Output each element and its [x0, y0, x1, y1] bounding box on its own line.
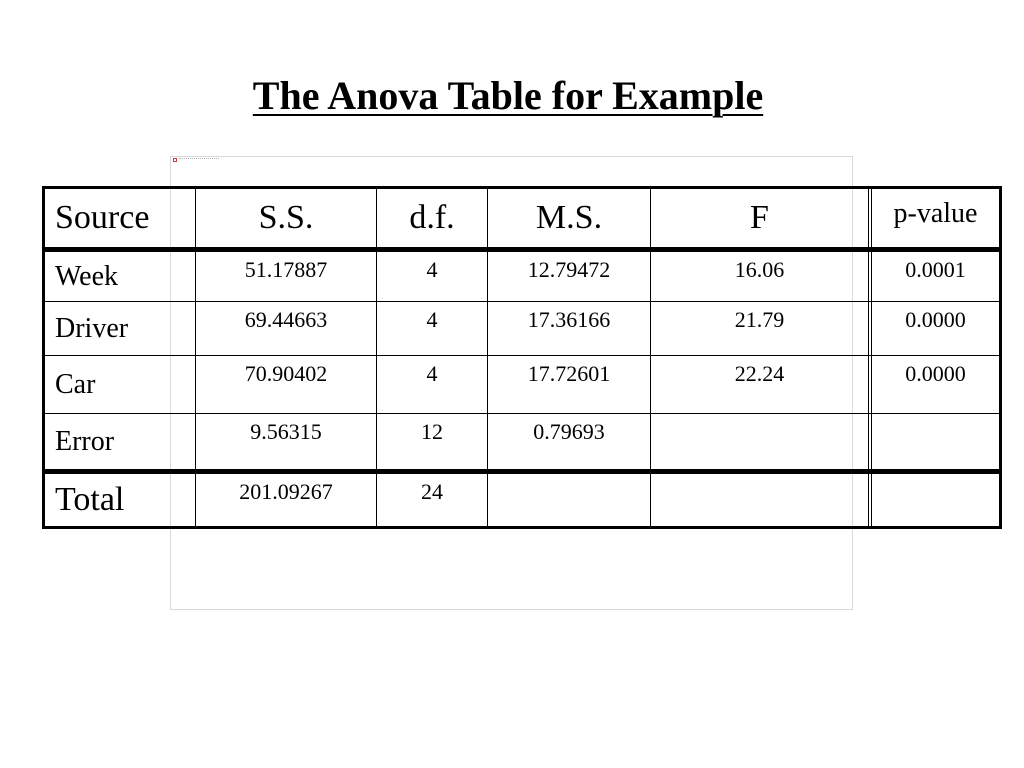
cell-ms: [488, 472, 651, 528]
cell-f: 22.24: [651, 356, 869, 414]
cell-df: 4: [377, 302, 488, 356]
cell-ms: 17.72601: [488, 356, 651, 414]
embedded-object-icon: [173, 158, 177, 162]
cell-ms: 0.79693: [488, 414, 651, 472]
cell-ss: 69.44663: [196, 302, 377, 356]
row-source: Car: [44, 356, 196, 414]
table-total-row: [44, 472, 1001, 528]
cell-f: 21.79: [651, 302, 869, 356]
cell-ms: 12.79472: [488, 250, 651, 302]
cell-p-value: [872, 472, 1001, 528]
table-row: [44, 356, 1001, 414]
cell-p-value: 0.0001: [872, 250, 1001, 302]
header-ms: M.S.: [488, 188, 651, 250]
row-source: Total: [44, 472, 196, 528]
row-source: Driver: [44, 302, 196, 356]
table-row: [44, 302, 1001, 356]
embedded-object-caption: [179, 158, 219, 161]
anova-table: [42, 186, 1002, 529]
cell-f: [651, 414, 869, 472]
cell-df: 12: [377, 414, 488, 472]
row-source: Error: [44, 414, 196, 472]
cell-f: 16.06: [651, 250, 869, 302]
header-f: F: [651, 188, 869, 250]
table-row: [44, 414, 1001, 472]
cell-p-value: 0.0000: [872, 302, 1001, 356]
cell-ss: 9.56315: [196, 414, 377, 472]
header-source: Source: [44, 188, 196, 250]
cell-ss: 70.90402: [196, 356, 377, 414]
cell-ss: 51.17887: [196, 250, 377, 302]
table-row: [44, 250, 1001, 302]
cell-f: [651, 472, 869, 528]
slide-title: The Anova Table for Example: [252, 73, 764, 118]
header-p-value: p-value: [872, 188, 1001, 250]
header-ss: S.S.: [196, 188, 377, 250]
cell-p-value: [872, 414, 1001, 472]
cell-df: 4: [377, 356, 488, 414]
cell-ss: 201.09267: [196, 472, 377, 528]
cell-ms: 17.36166: [488, 302, 651, 356]
cell-df: 24: [377, 472, 488, 528]
row-source: Week: [44, 250, 196, 302]
table-header-row: [44, 188, 1001, 250]
header-df: d.f.: [377, 188, 488, 250]
cell-p-value: 0.0000: [872, 356, 1001, 414]
cell-df: 4: [377, 250, 488, 302]
